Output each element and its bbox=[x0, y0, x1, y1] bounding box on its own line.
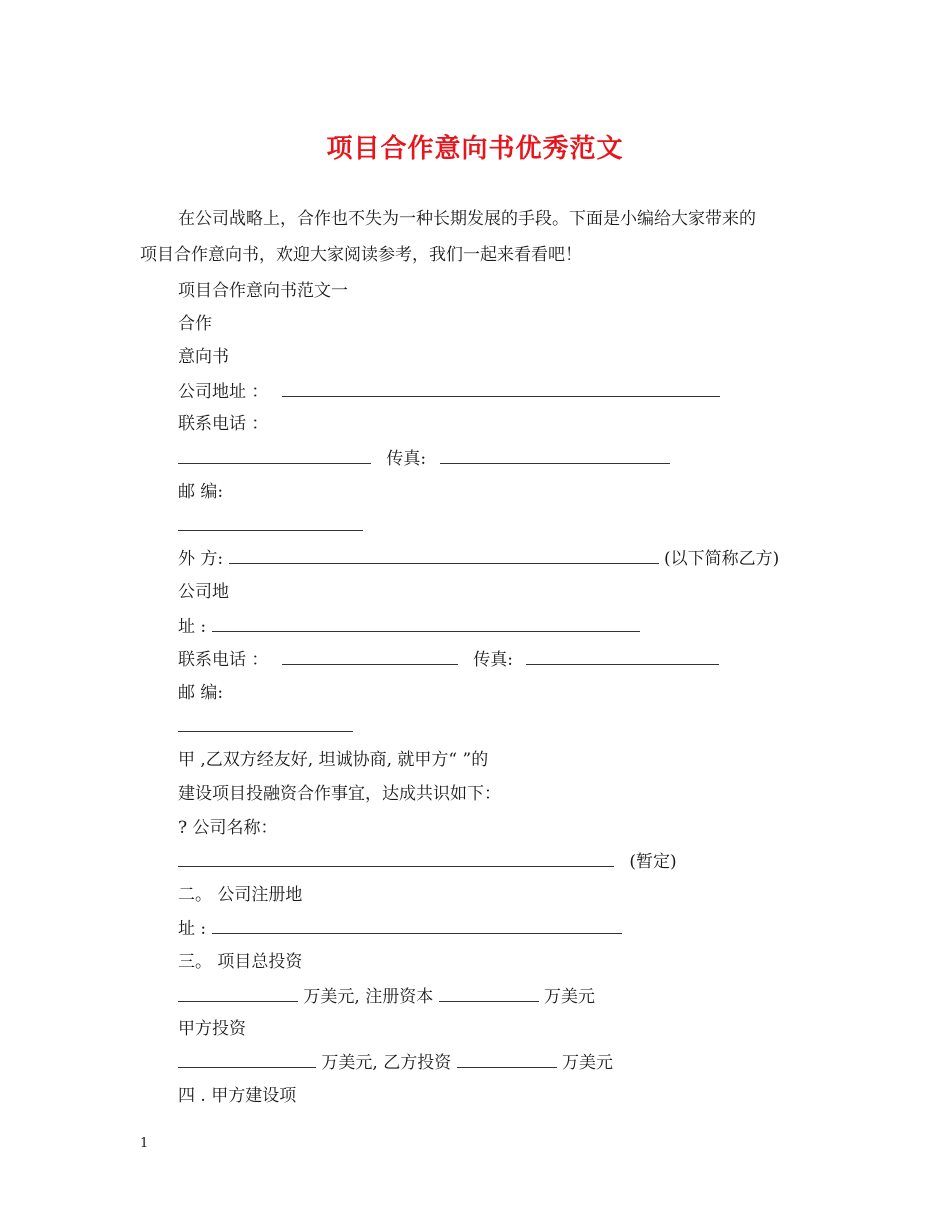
usd-registered-capital: 万美元, 注册资本 bbox=[303, 987, 434, 1007]
foreign-party-label: 外 方: bbox=[178, 549, 224, 569]
usd-label-4: 万美元 bbox=[562, 1053, 614, 1073]
company-addr-part2: 址 : bbox=[178, 617, 207, 637]
heading-cooperation: 合作 bbox=[178, 314, 212, 334]
foreign-party-row bbox=[178, 547, 779, 570]
postcode-blank bbox=[178, 514, 363, 531]
party-a-investment-label: 甲方投资 bbox=[178, 1019, 246, 1039]
item-company-name: ? 公司名称： bbox=[178, 818, 278, 838]
page-number: 1 bbox=[140, 1136, 149, 1151]
postcode-label: 邮 编: bbox=[178, 482, 224, 502]
registered-capital-blank bbox=[439, 985, 539, 1002]
party-b-note: (以下简称乙方) bbox=[663, 549, 780, 569]
foreign-party-blank bbox=[229, 547, 659, 564]
postcode-blank-2 bbox=[178, 715, 353, 732]
company-name-row bbox=[178, 850, 677, 873]
company-addr-part1: 公司地 bbox=[178, 582, 229, 602]
item-total-investment: 三。 项目总投资 bbox=[178, 952, 303, 972]
total-investment-blank bbox=[178, 985, 298, 1002]
investment-row bbox=[178, 985, 595, 1008]
company-addr-row-2 bbox=[178, 615, 640, 638]
company-address-label: 公司地址 ： bbox=[178, 382, 269, 402]
registered-address-blank bbox=[212, 917, 622, 934]
heading-intent-letter: 意向书 bbox=[178, 347, 229, 367]
document-title: 项目合作意向书优秀范文 bbox=[326, 134, 624, 164]
company-name-blank bbox=[178, 850, 614, 867]
intro-line-1: 在公司战略上，合作也不失为一种长期发展的手段。下面是小编给大家带来的 bbox=[178, 209, 756, 229]
postcode-label-2: 邮 编: bbox=[178, 683, 224, 703]
agreement-line-1: 甲 ,乙双方经友好, 坦诚协商, 就甲方“ ”的 bbox=[178, 750, 489, 770]
fax-label: 传真: bbox=[386, 449, 427, 469]
usd-party-b: 万美元, 乙方投资 bbox=[321, 1053, 452, 1073]
phone-label-2: 联系电话 ： bbox=[178, 650, 269, 670]
intro-line-2: 项目合作意向书，欢迎大家阅读参考，我们一起来看看吧！ bbox=[140, 245, 582, 265]
usd-label-2: 万美元 bbox=[544, 987, 596, 1007]
item-party-a-construction: 四 . 甲方建设项 bbox=[178, 1086, 297, 1106]
fax-blank bbox=[440, 447, 670, 464]
postcode-row-2 bbox=[178, 715, 353, 738]
party-b-investment-blank bbox=[457, 1051, 557, 1068]
phone-fax-row-2 bbox=[178, 648, 719, 671]
party-investment-row bbox=[178, 1051, 613, 1074]
postcode-row bbox=[178, 514, 363, 537]
section-title: 项目合作意向书范文一 bbox=[178, 281, 348, 301]
phone-fax-row bbox=[178, 447, 670, 470]
fax-label-2: 传真: bbox=[473, 650, 513, 670]
fax-blank-2 bbox=[526, 648, 719, 665]
party-a-investment-blank bbox=[178, 1051, 316, 1068]
company-address-row bbox=[178, 380, 720, 403]
phone-label: 联系电话 ： bbox=[178, 414, 269, 434]
company-address-blank bbox=[282, 380, 720, 397]
phone-blank-2 bbox=[282, 648, 458, 665]
phone-blank bbox=[178, 447, 371, 464]
agreement-line-2: 建设项目投融资合作事宜，达成共识如下： bbox=[178, 784, 501, 804]
item-registered-address: 二。 公司注册地 bbox=[178, 885, 303, 905]
tentative-note: (暂定) bbox=[629, 852, 677, 872]
registered-address-row bbox=[178, 917, 622, 940]
registered-address-label: 址 : bbox=[178, 919, 207, 939]
company-addr-blank-2 bbox=[212, 615, 640, 632]
